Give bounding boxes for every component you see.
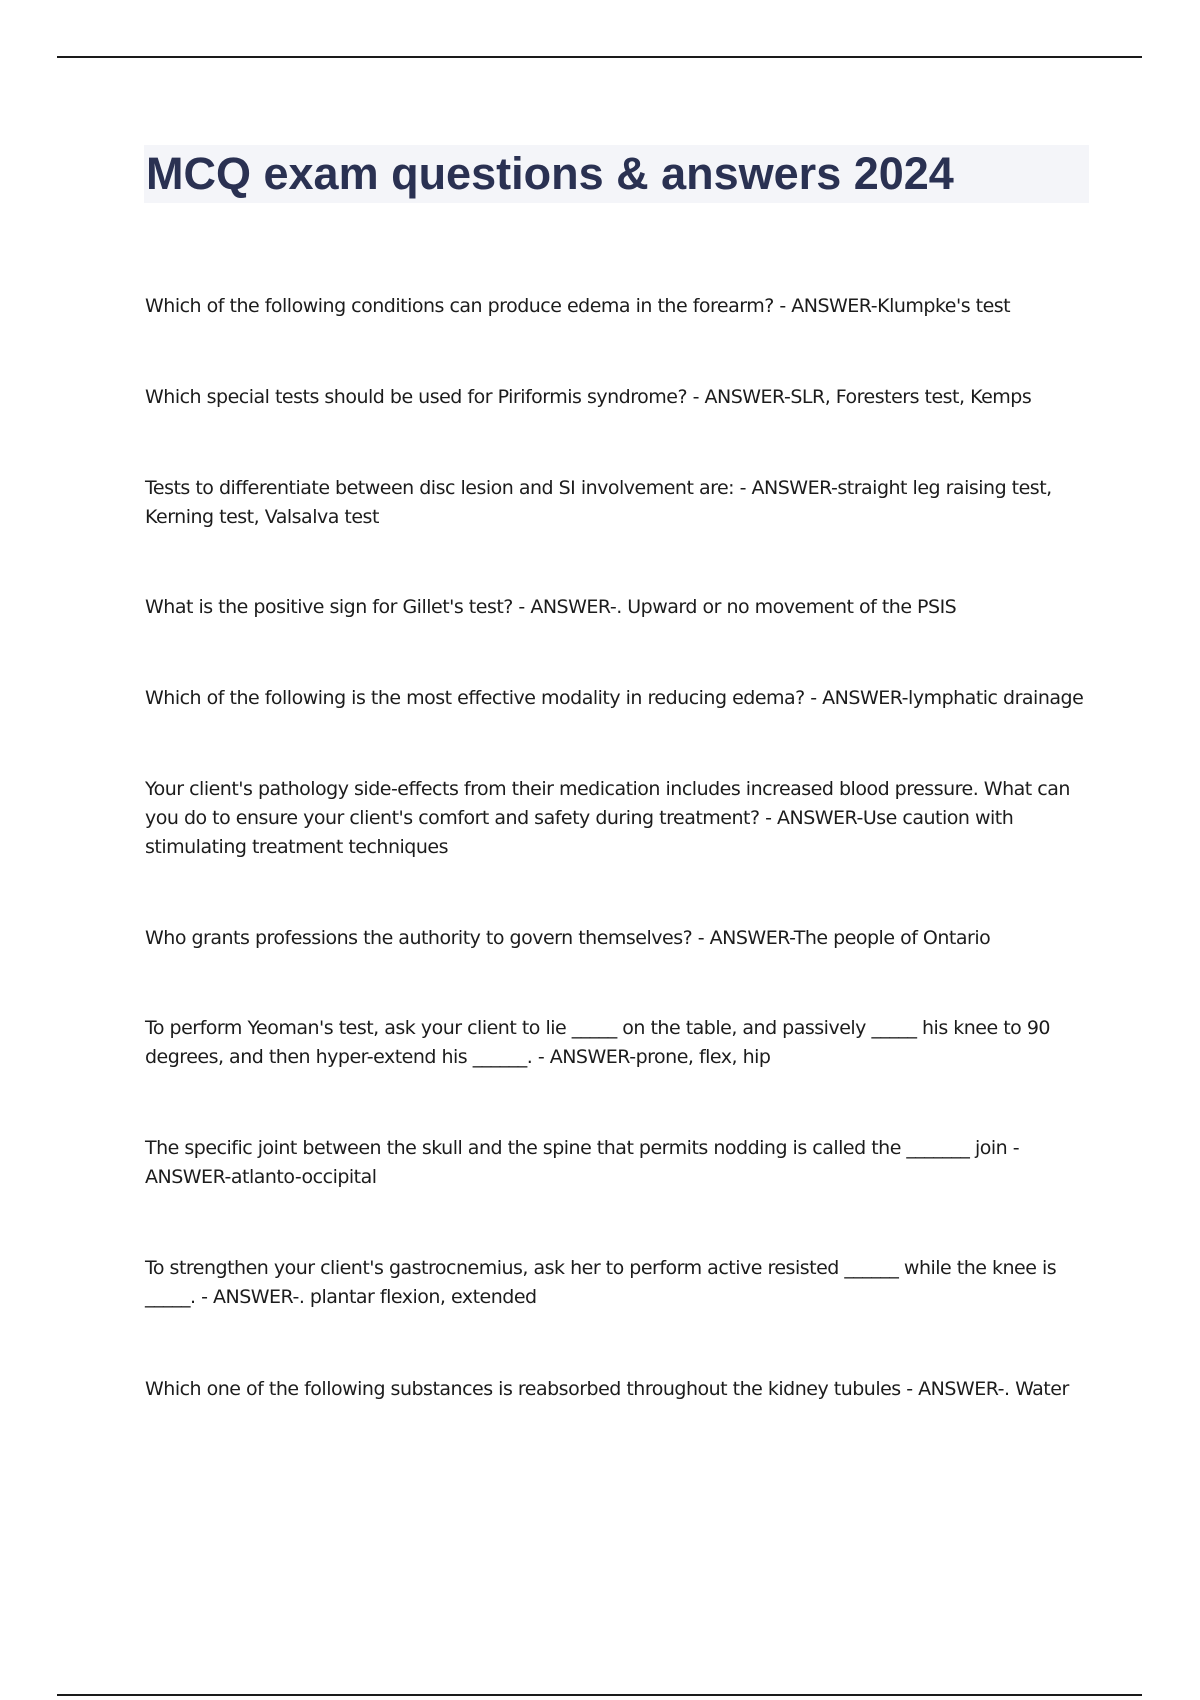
- question-text: What is the positive sign for Gillet's test?: [145, 596, 513, 618]
- question-text: Which special tests should be used for Piriformis syndrome?: [145, 386, 688, 408]
- question-text: Which of the following conditions can produce edema in the forearm?: [145, 295, 774, 317]
- answer-text: . Water: [1004, 1378, 1069, 1400]
- question-text: Which one of the following substances is reabsorbed throughout the kidney tubules: [145, 1378, 901, 1400]
- answer-text: lymphatic drainage: [908, 687, 1084, 709]
- answer-separator: - ANSWER-: [687, 386, 791, 408]
- answer-separator: - ANSWER-: [804, 687, 909, 709]
- answer-separator: - ANSWER-: [773, 295, 878, 317]
- qa-item-1: [145, 292, 1085, 321]
- qa-item-8: [145, 1014, 1085, 1072]
- qa-item-7: [145, 924, 1085, 953]
- answer-text: Klumpke's test: [877, 295, 1011, 317]
- answer-text: . plantar flexion, extended: [298, 1286, 537, 1308]
- answer-separator: - ANSWER-: [900, 1378, 1005, 1400]
- answer-separator: - ANSWER-: [734, 477, 838, 499]
- qa-item-3: [145, 474, 1085, 532]
- qa-item-9: [145, 1134, 1085, 1192]
- answer-separator: - ANSWER-: [759, 807, 863, 829]
- answer-text: Use caution with stimulating treatment techniques: [145, 807, 1014, 858]
- qa-item-2: [145, 383, 1085, 412]
- answer-text: The people of Ontario: [793, 927, 991, 949]
- question-text: To strengthen your client's gastrocnemius, ask her to perform active resisted ______ while the knee is _____.: [145, 1257, 1057, 1308]
- question-text: Your client's pathology side-effects from their medication includes increased blood pressure. What can you do to ensure your client's comfort and safety during treatment?: [145, 778, 1070, 829]
- qa-item-4: [145, 593, 1085, 622]
- answer-text: prone, flex, hip: [635, 1046, 771, 1068]
- top-rule: [57, 56, 1142, 58]
- qa-item-11: [145, 1375, 1085, 1404]
- qa-item-5: [145, 684, 1085, 713]
- answer-text: atlanto-occipital: [230, 1166, 377, 1188]
- question-text: Which of the following is the most effective modality in reducing edema?: [145, 687, 805, 709]
- answer-text: straight leg raising test, Kerning test, Valsalva test: [145, 477, 1052, 528]
- question-text: Who grants professions the authority to govern themselves?: [145, 927, 693, 949]
- answer-separator: - ANSWER-: [145, 1137, 1020, 1188]
- qa-item-6: [145, 775, 1085, 862]
- answer-separator: - ANSWER-: [532, 1046, 636, 1068]
- answer-separator: - ANSWER-: [692, 927, 794, 949]
- question-text: Tests to differentiate between disc lesion and SI involvement are:: [145, 477, 735, 499]
- answer-text: . Upward or no movement of the PSIS: [616, 596, 957, 618]
- qa-item-10: [145, 1254, 1085, 1312]
- question-text: The specific joint between the skull and the spine that permits nodding is called the _______ join: [145, 1137, 1008, 1159]
- bottom-rule: [57, 1694, 1142, 1696]
- answer-separator: - ANSWER-: [512, 596, 617, 618]
- answer-separator: - ANSWER-: [195, 1286, 299, 1308]
- answer-text: SLR, Foresters test, Kemps: [790, 386, 1032, 408]
- document-title: MCQ exam questions & answers 2024: [146, 148, 954, 199]
- question-text: To perform Yeoman's test, ask your client to lie _____ on the table, and passively _____ his knee to 90 degrees, and then hyper-extend his ______.: [145, 1017, 1051, 1068]
